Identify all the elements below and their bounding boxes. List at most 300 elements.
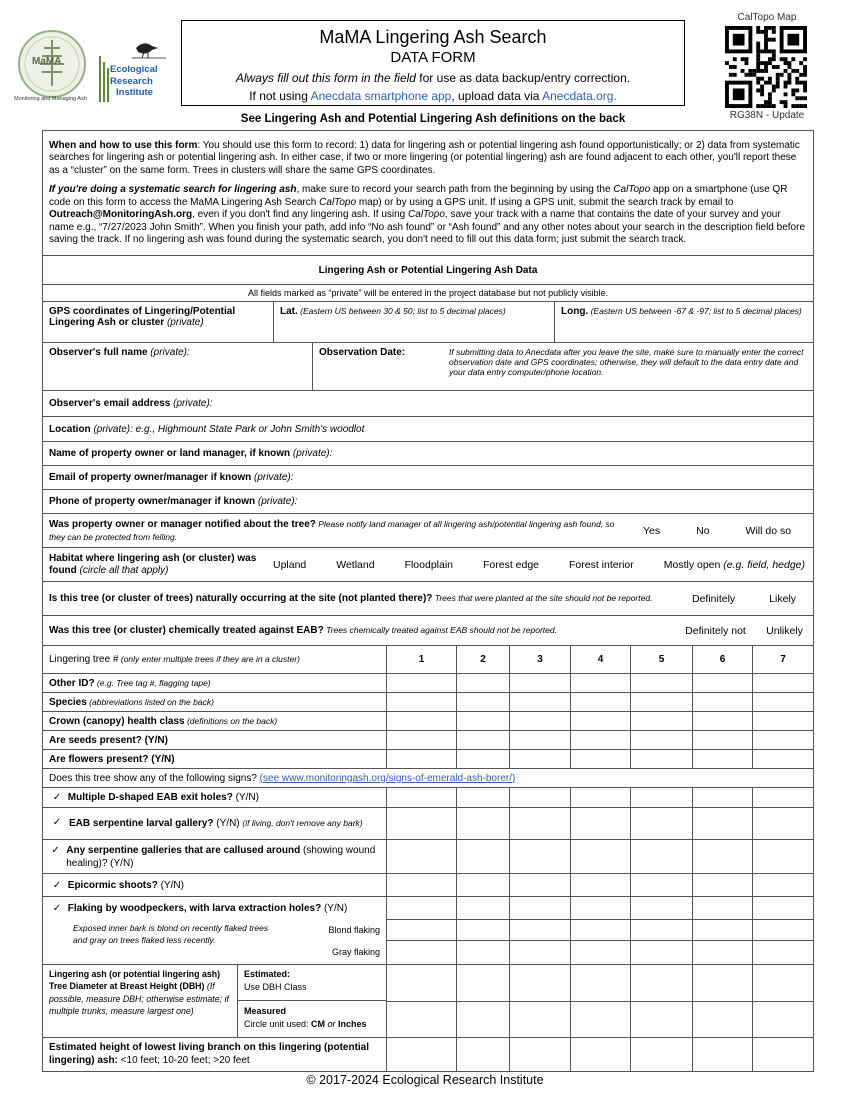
data-cell[interactable]: [753, 941, 814, 964]
data-cell[interactable]: [387, 840, 457, 874]
data-cell[interactable]: [693, 1002, 753, 1038]
qr-module: [756, 49, 760, 53]
qr-module: [772, 88, 776, 92]
check-icon: ✓: [51, 844, 60, 856]
seeds-label: Are seeds present? (Y/N): [43, 731, 387, 750]
data-cell[interactable]: [510, 674, 571, 693]
qr-module: [795, 69, 799, 73]
data-cell[interactable]: [387, 941, 457, 964]
flowers-label: Are flowers present? (Y/N): [43, 750, 387, 769]
data-cell[interactable]: [753, 964, 814, 1002]
qr-module: [791, 104, 795, 108]
epicormic-label: ✓ Epicormic shoots? (Y/N): [43, 874, 387, 897]
qr-module: [803, 65, 807, 69]
data-cell[interactable]: [387, 731, 457, 750]
table-row: [43, 788, 814, 808]
qr-module: [764, 100, 768, 104]
qr-module: [760, 61, 764, 65]
table-row: [43, 750, 814, 769]
table-row: [43, 674, 814, 693]
qr-module: [776, 73, 780, 77]
data-cell[interactable]: [753, 920, 814, 941]
habitat-option-forest-edge[interactable]: Forest edge: [482, 558, 540, 571]
qr-module: [784, 69, 788, 73]
species-label: Species (abbreviations listed on the back): [43, 693, 387, 712]
data-cell[interactable]: [510, 808, 571, 840]
eri-logo: [96, 36, 176, 106]
data-cell[interactable]: [693, 941, 753, 964]
qr-module: [768, 96, 772, 100]
qr-module: [756, 26, 760, 30]
data-cell[interactable]: [571, 920, 631, 941]
table-row: [43, 964, 814, 1002]
data-cell[interactable]: [753, 808, 814, 840]
qr-module: [768, 100, 772, 104]
qr-module: [772, 49, 776, 53]
flaking-detail: [43, 920, 387, 965]
treated-option-definitely-not[interactable]: Definitely not: [685, 624, 746, 637]
observation-date-field[interactable]: Observation Date:: [319, 347, 406, 358]
data-cell[interactable]: [387, 874, 457, 897]
qr-module: [756, 69, 760, 73]
data-cell[interactable]: [571, 840, 631, 874]
data-cell[interactable]: [753, 897, 814, 920]
qr-module: [764, 69, 768, 73]
qr-module: [760, 69, 764, 73]
natural-option-likely[interactable]: Likely: [769, 592, 797, 605]
data-cell[interactable]: [571, 1002, 631, 1038]
data-cell[interactable]: [457, 874, 510, 897]
data-cell[interactable]: [693, 1037, 753, 1071]
data-cell[interactable]: [387, 920, 457, 941]
data-cell[interactable]: [387, 897, 457, 920]
table-row: [43, 712, 814, 731]
qr-module: [764, 65, 768, 69]
data-cell[interactable]: [457, 941, 510, 964]
eri-logo-line2: Research: [110, 76, 153, 87]
qr-module: [760, 92, 764, 96]
gallery-label: ✓ EAB serpentine larval gallery? (Y/N) (if living, don't remove any bark): [43, 808, 387, 840]
qr-module: [772, 26, 776, 30]
treated-option-unlikely[interactable]: Unlikely: [766, 624, 803, 637]
data-cell[interactable]: [457, 731, 510, 750]
unit-inches[interactable]: Inches: [338, 1018, 367, 1029]
qr-module: [760, 85, 764, 89]
data-cell[interactable]: [510, 941, 571, 964]
notified-option-yes[interactable]: Yes: [642, 524, 661, 537]
data-cell[interactable]: [693, 840, 753, 874]
dbh-estimated: Estimated: Use DBH Class: [238, 965, 386, 1001]
check-icon: ✓: [52, 879, 62, 891]
data-cell[interactable]: [571, 897, 631, 920]
data-cell[interactable]: [753, 731, 814, 750]
data-cell[interactable]: [631, 874, 693, 897]
dbh-label: Lingering ash (or potential lingering ash) Tree Diameter at Breast Height (DBH) (If possible, measure DBH; otherwise estimate; if multiple trunks, measure largest one): [43, 965, 238, 1037]
data-cell[interactable]: [510, 920, 571, 941]
observer-name-field[interactable]: Observer's full name (private):: [43, 343, 313, 390]
natural-option-definitely[interactable]: Definitely: [692, 592, 736, 605]
data-cell[interactable]: [631, 808, 693, 840]
qr-module: [729, 65, 733, 69]
data-cell[interactable]: [693, 897, 753, 920]
qr-module: [791, 92, 795, 96]
data-cell[interactable]: [387, 750, 457, 769]
gray-flaking-label: Gray flaking: [331, 946, 380, 957]
qr-module: [772, 30, 776, 34]
data-cell[interactable]: [387, 712, 457, 731]
latitude-field[interactable]: Lat. (Eastern US between 30 & 50; list to 5 decimal places): [274, 302, 555, 342]
data-cell[interactable]: [571, 693, 631, 712]
data-cell[interactable]: [571, 731, 631, 750]
habitat-option-mostly-open[interactable]: Mostly open (e.g. field, hedge): [663, 558, 806, 571]
qr-module: [768, 57, 772, 61]
callused-label: ✓ Any serpentine galleries that are callused around (showing wound healing)? (Y/N): [43, 840, 387, 874]
blond-flaking-label: Blond flaking: [328, 924, 380, 935]
qr-module: [795, 104, 799, 108]
qr-module: [748, 69, 752, 73]
qr-module: [784, 81, 788, 85]
qr-module: [764, 61, 768, 65]
data-cell[interactable]: [510, 897, 571, 920]
crown-health-label: Crown (canopy) health class (definitions on the back): [43, 712, 387, 731]
qr-module: [764, 104, 768, 108]
qr-module: [756, 42, 760, 46]
data-cell[interactable]: [693, 712, 753, 731]
qr-module: [784, 100, 788, 104]
signs-link[interactable]: (see www.monitoringash.org/signs-of-emerald-ash-borer/): [259, 772, 516, 784]
table-row: [43, 731, 814, 750]
data-cell[interactable]: [631, 897, 693, 920]
qr-module: [756, 81, 760, 85]
data-cell[interactable]: [387, 1037, 457, 1071]
data-cell[interactable]: [571, 750, 631, 769]
qr-module: [756, 88, 760, 92]
qr-module: [787, 73, 791, 77]
anecdata-app-link[interactable]: Anecdata smartphone app: [310, 89, 452, 103]
data-cell[interactable]: [631, 731, 693, 750]
data-cell[interactable]: [457, 693, 510, 712]
qr-module: [768, 61, 772, 65]
notified-option-will-do-so[interactable]: Will do so: [745, 524, 792, 537]
natural-question: Is this tree (or cluster of trees) naturally occurring at the site (not planted there)? Trees that were planted at the site should not be reported.: [49, 593, 653, 604]
exit-holes-label: ✓ Multiple D-shaped EAB exit holes? (Y/N): [43, 788, 387, 808]
qr-module: [756, 77, 760, 81]
qr-module: [756, 30, 760, 34]
eri-logo-line3: Institute: [116, 87, 153, 98]
check-icon: ✓: [52, 792, 62, 803]
data-cell[interactable]: [693, 874, 753, 897]
data-cell[interactable]: [571, 1037, 631, 1071]
data-cell[interactable]: [631, 693, 693, 712]
notified-option-no[interactable]: No: [696, 524, 710, 537]
qr-module: [787, 65, 791, 69]
qr-module: [780, 100, 784, 104]
qr-module: [799, 81, 803, 85]
data-cell[interactable]: [693, 788, 753, 808]
data-cell[interactable]: [387, 808, 457, 840]
data-cell[interactable]: [631, 920, 693, 941]
data-cell[interactable]: [457, 840, 510, 874]
data-cell[interactable]: [631, 674, 693, 693]
qr-module: [756, 104, 760, 108]
qr-module: [772, 65, 776, 69]
tree-column-6: 6: [693, 646, 753, 674]
definitions-note: See Lingering Ash and Potential Lingering Ash definitions on the back: [240, 113, 626, 125]
tree-column-5: 5: [631, 646, 693, 674]
data-cell[interactable]: [387, 674, 457, 693]
data-cell[interactable]: [631, 1002, 693, 1038]
qr-module: [745, 61, 749, 65]
caltopo-code: RG38N - Update: [729, 110, 805, 121]
data-cell[interactable]: [631, 712, 693, 731]
qr-module: [764, 26, 768, 30]
qr-module: [787, 77, 791, 81]
qr-module: [764, 81, 768, 85]
qr-module: [795, 88, 799, 92]
data-cell[interactable]: [693, 693, 753, 712]
qr-module: [772, 104, 776, 108]
qr-module: [733, 65, 737, 69]
habitat-question: Habitat where lingering ash (or cluster) was found (circle all that apply): [49, 552, 257, 576]
data-cell[interactable]: [457, 788, 510, 808]
mama-logo: [14, 26, 96, 106]
owner-name-field[interactable]: Name of property owner or land manager, if known (private):: [43, 442, 814, 466]
data-cell[interactable]: [631, 750, 693, 769]
qr-module: [799, 61, 803, 65]
data-cell[interactable]: [693, 964, 753, 1002]
qr-module: [725, 61, 729, 65]
qr-module: [764, 46, 768, 50]
qr-module: [733, 34, 745, 46]
data-cell[interactable]: [457, 674, 510, 693]
table-row: [43, 808, 814, 840]
qr-module: [752, 69, 756, 73]
data-cell[interactable]: [457, 808, 510, 840]
data-cell[interactable]: [510, 874, 571, 897]
data-cell[interactable]: [753, 693, 814, 712]
mama-logo-text: MaMA: [32, 56, 62, 67]
private-note: All fields marked as “private” will be entered in the project database but not publicly visible.: [43, 285, 814, 302]
data-cell[interactable]: [753, 674, 814, 693]
qr-module: [784, 61, 788, 65]
treated-question: Was this tree (or cluster) chemically treated against EAB? Trees chemically treated against EAB should not be reported.: [49, 625, 557, 636]
table-row: [43, 897, 814, 920]
qr-module: [764, 49, 768, 53]
data-cell[interactable]: [457, 712, 510, 731]
data-cell[interactable]: [510, 750, 571, 769]
data-cell[interactable]: [753, 750, 814, 769]
data-cell[interactable]: [693, 808, 753, 840]
data-cell[interactable]: [510, 1037, 571, 1071]
qr-module: [729, 73, 733, 77]
dbh-block: [43, 964, 387, 1037]
data-cell[interactable]: [457, 897, 510, 920]
data-cell[interactable]: [571, 874, 631, 897]
qr-module: [760, 49, 764, 53]
data-cell[interactable]: [510, 712, 571, 731]
qr-module: [764, 30, 768, 34]
anecdata-org-link[interactable]: Anecdata.org.: [542, 89, 617, 103]
mama-logo-caption: Monitoring and Managing Ash: [14, 96, 87, 102]
outreach-email[interactable]: Outreach@MonitoringAsh.org: [49, 209, 193, 220]
qr-module: [803, 57, 807, 61]
field-instruction: Always fill out this form in the field for use as data backup/entry correction.: [235, 71, 631, 85]
data-cell[interactable]: [571, 964, 631, 1002]
data-cell[interactable]: [693, 750, 753, 769]
qr-module: [764, 42, 768, 46]
data-cell[interactable]: [457, 1037, 510, 1071]
qr-module: [745, 57, 749, 61]
habitat-option-wetland[interactable]: Wetland: [336, 558, 375, 571]
qr-module: [752, 73, 756, 77]
qr-module: [803, 88, 807, 92]
data-cell[interactable]: [457, 964, 510, 1002]
data-cell[interactable]: [387, 693, 457, 712]
data-cell[interactable]: [571, 674, 631, 693]
habitat-option-upland[interactable]: Upland: [273, 558, 307, 571]
qr-module: [795, 81, 799, 85]
flaking-label: ✓ Flaking by woodpeckers, with larva extraction holes? (Y/N): [43, 897, 387, 920]
data-cell[interactable]: [571, 788, 631, 808]
data-cell[interactable]: [571, 712, 631, 731]
data-cell[interactable]: [631, 1037, 693, 1071]
footer-copyright: © 2017-2024 Ecological Research Institute: [306, 1073, 544, 1087]
observation-date-note: If submitting data to Anecdata after you leave the site, make sure to manually enter the correct observation date and GPS coordinates; otherwise, they will default to the data entry date and your data entry computer/phone location.: [449, 347, 804, 377]
qr-module: [799, 96, 803, 100]
data-cell[interactable]: [693, 674, 753, 693]
check-icon: ✓: [52, 817, 62, 828]
qr-module: [787, 81, 791, 85]
qr-module: [756, 65, 760, 69]
data-cell[interactable]: [571, 808, 631, 840]
qr-module: [764, 38, 768, 42]
qr-module: [768, 26, 772, 30]
data-cell[interactable]: [631, 788, 693, 808]
data-cell[interactable]: [753, 712, 814, 731]
habitat-option-forest-interior[interactable]: Forest interior: [569, 558, 634, 571]
unit-cm[interactable]: CM: [311, 1018, 326, 1029]
qr-module: [784, 92, 788, 96]
qr-module: [733, 73, 737, 77]
data-cell[interactable]: [510, 731, 571, 750]
qr-module: [787, 61, 791, 65]
data-cell[interactable]: [693, 731, 753, 750]
qr-module: [772, 57, 776, 61]
table-row: [43, 693, 814, 712]
qr-module: [772, 38, 776, 42]
other-id-label: Other ID? (e.g. Tree tag #, flagging tape): [43, 674, 387, 693]
qr-module: [741, 57, 745, 61]
qr-module: [776, 81, 780, 85]
instructions-block: When and how to use this form: You should use this form to record: 1) data for lingering ash or potential lingering ash found opportunistically; or 2) data from systematic searches for lingering ash or potential lingering ash. In either case, if two or more lingering (or potential lingering) ash are found adjacent to each other, you'll report these as a “cluster” on the same form. Trees in clusters will share the same GPS coordinates. If you're doing a systematic search for lingering ash, make sure to record your search path from the beginning by using the CalTopo app on a smartphone (use QR code on this form to access the MaMA Lingering Ash Search CalTopo map) or by using a GPS unit. If using a GPS unit, submit the search track by email to Outreach@MonitoringAsh.org, even if you don't find any lingering ash. If using CalTopo, save your track with a name that contains the date of your survey and your name e.g., “7/27/2023 John Smith”. When you finish your path, add info “No ash found” or “Ash found” and any other notes about your search in the description field before saving the track. If no lingering ash was found during the systematic search, you don't need to fill out this data form; just submit the search track.: [43, 131, 814, 256]
data-cell[interactable]: [510, 964, 571, 1002]
data-cell[interactable]: [457, 920, 510, 941]
habitat-option-floodplain[interactable]: Floodplain: [404, 558, 454, 571]
gps-label: GPS coordinates of Lingering/Potential Lingering Ash or cluster (private): [43, 302, 274, 342]
qr-module: [803, 69, 807, 73]
qr-module: [768, 81, 772, 85]
qr-module: [784, 57, 788, 61]
title-box: [181, 20, 685, 106]
eri-logo-line1: Ecological: [110, 64, 158, 75]
form-subtitle: DATA FORM: [390, 49, 476, 66]
qr-module: [756, 53, 760, 57]
data-cell[interactable]: [753, 874, 814, 897]
section-title: Lingering Ash or Potential Lingering Ash Data: [43, 256, 814, 285]
signs-question: Does this tree show any of the following signs? (see www.monitoringash.org/signs-of-emerald-ash-borer/): [43, 769, 814, 788]
qr-module: [780, 57, 784, 61]
data-cell[interactable]: [753, 840, 814, 874]
qr-module: [772, 85, 776, 89]
data-cell[interactable]: [387, 788, 457, 808]
qr-module: [803, 104, 807, 108]
tree-column-2: 2: [457, 646, 510, 674]
qr-module: [772, 53, 776, 57]
qr-module: [780, 73, 784, 77]
owner-email-field[interactable]: Email of property owner/manager if known (private):: [43, 466, 814, 490]
qr-module: [760, 88, 764, 92]
qr-module: [803, 73, 807, 77]
data-cell[interactable]: [457, 1002, 510, 1038]
data-cell[interactable]: [510, 1002, 571, 1038]
qr-module: [768, 49, 772, 53]
qr-module: [784, 104, 788, 108]
data-cell[interactable]: [387, 964, 457, 1002]
qr-module: [799, 73, 803, 77]
data-cell[interactable]: [631, 840, 693, 874]
caltopo-qr-code[interactable]: [725, 26, 807, 113]
data-cell[interactable]: [387, 1002, 457, 1038]
observer-email-field[interactable]: Observer's email address (private):: [43, 391, 814, 417]
qr-module: [791, 57, 795, 61]
qr-module: [768, 104, 772, 108]
data-cell[interactable]: [693, 920, 753, 941]
data-cell[interactable]: [753, 1037, 814, 1071]
data-cell[interactable]: [510, 693, 571, 712]
tree-column-4: 4: [571, 646, 631, 674]
qr-module: [784, 85, 788, 89]
table-row: [43, 1037, 814, 1071]
check-icon: ✓: [52, 902, 62, 914]
qr-module: [760, 104, 764, 108]
data-cell[interactable]: [753, 788, 814, 808]
qr-module: [760, 30, 764, 34]
qr-module: [768, 38, 772, 42]
data-cell[interactable]: [571, 941, 631, 964]
qr-module: [776, 85, 780, 89]
location-field[interactable]: Location (private): e.g., Highmount State Park or John Smith's woodlot: [43, 417, 814, 442]
tree-column-1: 1: [387, 646, 457, 674]
data-cell[interactable]: [457, 750, 510, 769]
longitude-field[interactable]: Long. (Eastern US between -67 & -97; list to 5 decimal places): [561, 306, 802, 317]
qr-module: [791, 88, 795, 92]
qr-module: [768, 77, 772, 81]
data-cell[interactable]: [631, 941, 693, 964]
qr-module: [756, 46, 760, 50]
data-cell[interactable]: [510, 788, 571, 808]
qr-module: [803, 81, 807, 85]
qr-module: [787, 34, 799, 46]
qr-module: [733, 88, 745, 100]
data-cell[interactable]: [753, 1002, 814, 1038]
qr-module: [795, 77, 799, 81]
tree-column-3: 3: [510, 646, 571, 674]
qr-module: [795, 96, 799, 100]
data-cell[interactable]: [510, 840, 571, 874]
data-cell[interactable]: [631, 964, 693, 1002]
upload-instruction: If not using Anecdata smartphone app, upload data via Anecdata.org.: [249, 89, 617, 103]
owner-phone-field[interactable]: Phone of property owner/manager if known (private):: [43, 490, 814, 514]
